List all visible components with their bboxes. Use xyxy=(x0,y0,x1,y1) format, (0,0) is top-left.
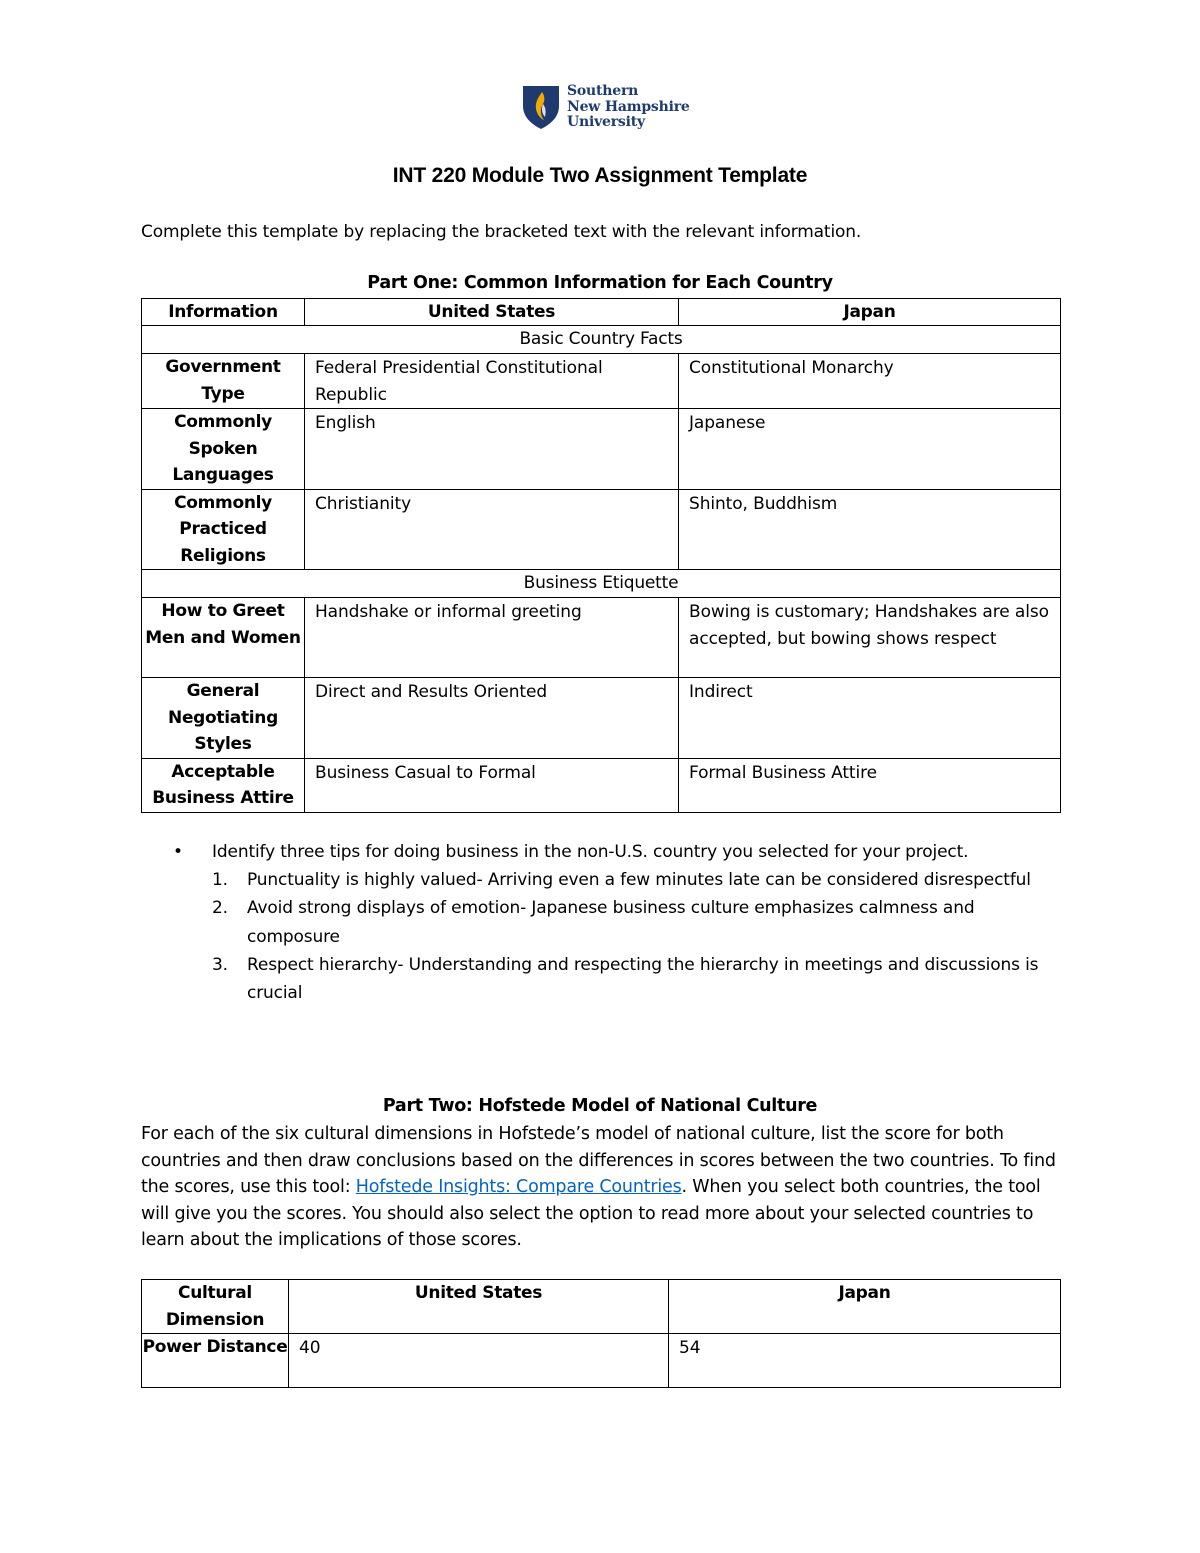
table-row xyxy=(142,409,1061,490)
para-before-link: For each of the six cultural dimensions in Hofstede’s model of national culture, list the score for both countries and then draw conclusions based on the differences in scores between the two countries. To find the scores, use this tool: xyxy=(141,1124,1056,1197)
tips-prompt: Identify three tips for doing business in the non-U.S. country you selected for your project. xyxy=(212,842,969,862)
header-cultural-dimension: Cultural Dimension xyxy=(142,1280,289,1334)
list-item xyxy=(141,866,1071,894)
part-two-table xyxy=(141,1279,1061,1388)
logo-line-2: New Hampshire xyxy=(567,98,690,115)
table-header-row xyxy=(142,299,1061,326)
part-one-table xyxy=(141,298,1061,813)
header-japan: Japan xyxy=(679,299,1061,326)
us-value: Business Casual to Formal xyxy=(305,758,679,812)
table-row xyxy=(142,598,1061,678)
tip-text: Avoid strong displays of emotion- Japanese business culture emphasizes calmness and composure xyxy=(247,898,975,947)
row-label: General Negotiating Styles xyxy=(142,678,305,759)
us-value: 40 xyxy=(289,1334,669,1388)
list-item xyxy=(141,838,1071,866)
jp-value: Japanese xyxy=(679,409,1061,490)
section-business-etiquette: Business Etiquette xyxy=(142,570,1061,598)
hofstede-link[interactable]: Hofstede Insights: Compare Countries xyxy=(355,1177,682,1197)
table-row xyxy=(142,758,1061,812)
list-item xyxy=(141,951,1071,1007)
row-label: Acceptable Business Attire xyxy=(142,758,305,812)
section-row-etiquette xyxy=(142,570,1061,598)
list-item xyxy=(141,894,1071,950)
us-value: Christianity xyxy=(305,489,679,570)
jp-value: Bowing is customary; Handshakes are also accepted, but bowing shows respect xyxy=(679,598,1061,678)
table-row xyxy=(142,678,1061,759)
section-basic-country-facts: Basic Country Facts xyxy=(142,326,1061,354)
item-number: 2. xyxy=(212,898,228,919)
jp-value: 54 xyxy=(669,1334,1061,1388)
part-two-title: Part Two: Hofstede Model of National Culture xyxy=(382,1096,818,1116)
flame-shield-icon xyxy=(521,84,561,130)
jp-value: Constitutional Monarchy xyxy=(679,354,1061,409)
part-two-instructions xyxy=(141,1121,1066,1254)
row-label: Power Distance xyxy=(142,1334,289,1388)
item-number: 1. xyxy=(212,870,228,891)
header-information: Information xyxy=(142,299,305,326)
para-after-link: . When you select both countries, the tool will give you the scores. You should also select the option to read more about your selected countries to learn about the implications of those scores. xyxy=(141,1177,1041,1250)
header-united-states: United States xyxy=(305,299,679,326)
table-row xyxy=(142,354,1061,409)
logo-line-1: Southern xyxy=(567,83,639,99)
table-header-row xyxy=(142,1280,1061,1334)
intro-text: Complete this template by replacing the bracketed text with the relevant information. xyxy=(141,222,862,242)
row-label: Commonly Spoken Languages xyxy=(142,409,305,490)
row-label: Commonly Practiced Religions xyxy=(142,489,305,570)
tip-text: Punctuality is highly valued- Arriving even a few minutes late can be considered disrespectful xyxy=(247,870,1031,891)
university-logo xyxy=(521,84,691,132)
tips-list xyxy=(141,838,1071,1007)
tip-text: Respect hierarchy- Understanding and respecting the hierarchy in meetings and discussions is crucial xyxy=(247,954,1039,1004)
us-value: Federal Presidential Constitutional Republic xyxy=(305,354,679,409)
us-value: Handshake or informal greeting xyxy=(305,598,679,678)
us-value: Direct and Results Oriented xyxy=(305,678,679,759)
row-label: Government Type xyxy=(142,354,305,409)
jp-value: Formal Business Attire xyxy=(679,758,1061,812)
item-number: 3. xyxy=(212,954,228,975)
header-united-states: United States xyxy=(289,1280,669,1334)
part-one-title: Part One: Common Information for Each Country xyxy=(367,273,833,293)
table-row xyxy=(142,489,1061,570)
document-title: INT 220 Module Two Assignment Template xyxy=(392,164,808,187)
us-value: English xyxy=(305,409,679,490)
section-row-basic xyxy=(142,326,1061,354)
logo-line-3: University xyxy=(567,114,645,130)
table-row xyxy=(142,1334,1061,1388)
jp-value: Shinto, Buddhism xyxy=(679,489,1061,570)
bullet-icon: • xyxy=(173,842,183,862)
jp-value: Indirect xyxy=(679,678,1061,759)
row-label: How to Greet Men and Women xyxy=(142,598,305,678)
header-japan: Japan xyxy=(669,1280,1061,1334)
